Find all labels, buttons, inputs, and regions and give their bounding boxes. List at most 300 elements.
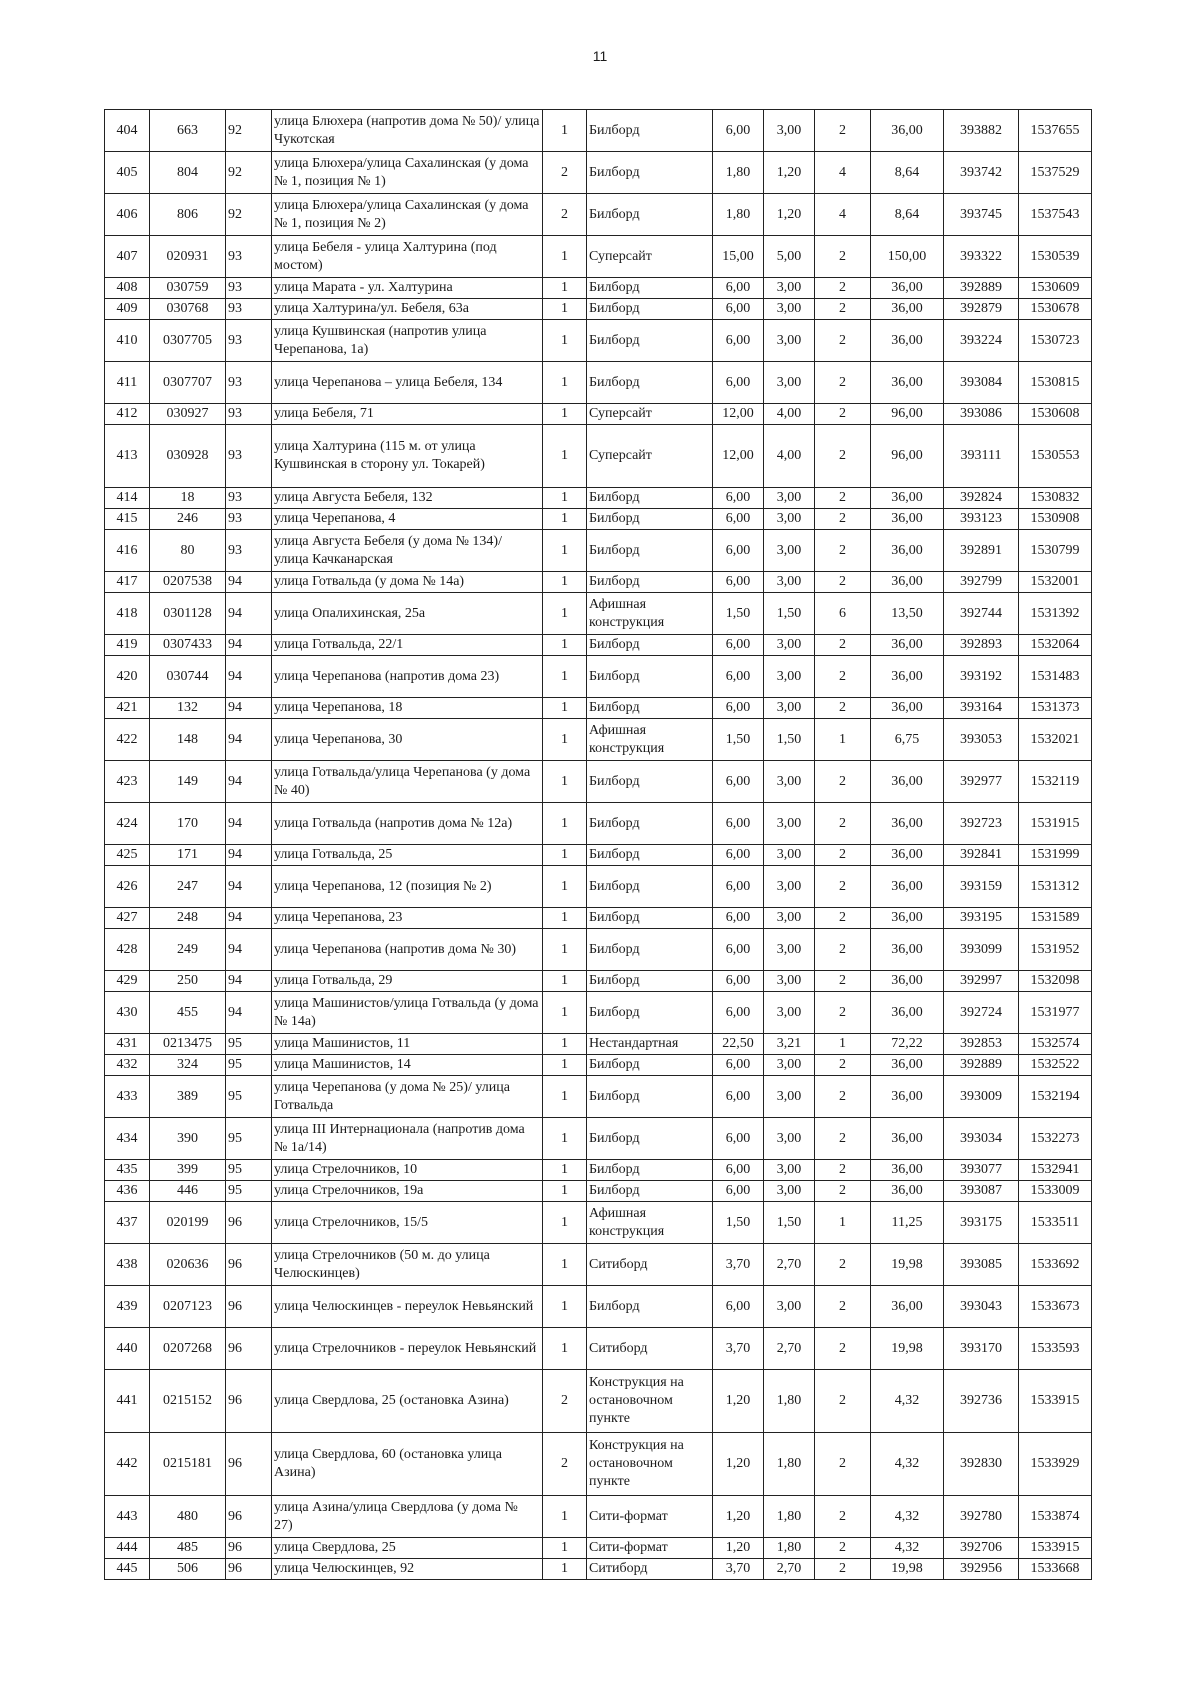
cell-height: 3,00 bbox=[764, 299, 815, 320]
cell-construction-type: Билборд bbox=[587, 1055, 713, 1076]
cell-width: 3,70 bbox=[713, 1244, 764, 1286]
cell-row-number: 405 bbox=[105, 152, 150, 194]
cell-sides: 1 bbox=[543, 362, 587, 404]
cell-coord-y: 1530678 bbox=[1019, 299, 1092, 320]
cell-row-number: 427 bbox=[105, 908, 150, 929]
cell-code: 148 bbox=[150, 719, 226, 761]
cell-code: 446 bbox=[150, 1181, 226, 1202]
cell-faces: 2 bbox=[815, 1055, 871, 1076]
cell-faces: 2 bbox=[815, 236, 871, 278]
cell-sides: 1 bbox=[543, 425, 587, 488]
cell-faces: 2 bbox=[815, 1244, 871, 1286]
cell-address: улица Августа Бебеля (у дома № 134)/ улица Качканарская bbox=[272, 530, 543, 572]
cell-sides: 1 bbox=[543, 1076, 587, 1118]
cell-coord-x: 393085 bbox=[944, 1244, 1019, 1286]
cell-coord-x: 392891 bbox=[944, 530, 1019, 572]
cell-faces: 4 bbox=[815, 194, 871, 236]
cell-sides: 1 bbox=[543, 803, 587, 845]
cell-address: улица III Интернационала (напротив дома № 1а/14) bbox=[272, 1118, 543, 1160]
cell-construction-type: Билборд bbox=[587, 908, 713, 929]
cell-coord-x: 393123 bbox=[944, 509, 1019, 530]
cell-coord-x: 392744 bbox=[944, 593, 1019, 635]
cell-code: 485 bbox=[150, 1538, 226, 1559]
cell-coord-y: 1530832 bbox=[1019, 488, 1092, 509]
cell-area: 4,32 bbox=[871, 1538, 944, 1559]
cell-faces: 1 bbox=[815, 1202, 871, 1244]
cell-sides: 1 bbox=[543, 1181, 587, 1202]
cell-zone: 94 bbox=[226, 593, 272, 635]
cell-construction-type: Билборд bbox=[587, 530, 713, 572]
table-row bbox=[105, 1076, 1092, 1118]
cell-code: 149 bbox=[150, 761, 226, 803]
cell-width: 6,00 bbox=[713, 971, 764, 992]
cell-area: 36,00 bbox=[871, 530, 944, 572]
cell-area: 19,98 bbox=[871, 1328, 944, 1370]
table-row bbox=[105, 656, 1092, 698]
cell-height: 3,00 bbox=[764, 1286, 815, 1328]
cell-faces: 2 bbox=[815, 278, 871, 299]
cell-height: 3,00 bbox=[764, 509, 815, 530]
cell-width: 1,20 bbox=[713, 1538, 764, 1559]
cell-sides: 1 bbox=[543, 1160, 587, 1181]
cell-area: 36,00 bbox=[871, 1118, 944, 1160]
cell-area: 36,00 bbox=[871, 1286, 944, 1328]
table-row bbox=[105, 1559, 1092, 1580]
cell-address: улица Стрелочников, 10 bbox=[272, 1160, 543, 1181]
cell-row-number: 416 bbox=[105, 530, 150, 572]
cell-height: 3,00 bbox=[764, 572, 815, 593]
cell-coord-y: 1532098 bbox=[1019, 971, 1092, 992]
cell-width: 6,00 bbox=[713, 278, 764, 299]
cell-code: 020636 bbox=[150, 1244, 226, 1286]
table-row bbox=[105, 1202, 1092, 1244]
cell-faces: 2 bbox=[815, 404, 871, 425]
cell-address: улица Азина/улица Свердлова (у дома № 27) bbox=[272, 1496, 543, 1538]
cell-zone: 94 bbox=[226, 719, 272, 761]
cell-code: 0207538 bbox=[150, 572, 226, 593]
cell-address: улица Опалихинская, 25а bbox=[272, 593, 543, 635]
cell-faces: 1 bbox=[815, 719, 871, 761]
table-row bbox=[105, 1370, 1092, 1433]
cell-faces: 2 bbox=[815, 866, 871, 908]
cell-width: 6,00 bbox=[713, 362, 764, 404]
cell-coord-y: 1532194 bbox=[1019, 1076, 1092, 1118]
cell-construction-type: Билборд bbox=[587, 992, 713, 1034]
cell-code: 0301128 bbox=[150, 593, 226, 635]
cell-construction-type: Билборд bbox=[587, 194, 713, 236]
cell-height: 3,00 bbox=[764, 929, 815, 971]
cell-row-number: 429 bbox=[105, 971, 150, 992]
cell-faces: 2 bbox=[815, 845, 871, 866]
cell-area: 36,00 bbox=[871, 1055, 944, 1076]
cell-code: 250 bbox=[150, 971, 226, 992]
cell-construction-type: Ситиборд bbox=[587, 1559, 713, 1580]
cell-construction-type: Билборд bbox=[587, 320, 713, 362]
cell-area: 36,00 bbox=[871, 299, 944, 320]
cell-height: 3,00 bbox=[764, 320, 815, 362]
cell-height: 3,00 bbox=[764, 488, 815, 509]
cell-width: 6,00 bbox=[713, 908, 764, 929]
cell-row-number: 428 bbox=[105, 929, 150, 971]
cell-code: 389 bbox=[150, 1076, 226, 1118]
cell-zone: 93 bbox=[226, 320, 272, 362]
cell-address: улица Челюскинцев, 92 bbox=[272, 1559, 543, 1580]
cell-zone: 94 bbox=[226, 908, 272, 929]
cell-coord-x: 392780 bbox=[944, 1496, 1019, 1538]
cell-code: 390 bbox=[150, 1118, 226, 1160]
cell-construction-type: Билборд bbox=[587, 656, 713, 698]
table-row bbox=[105, 845, 1092, 866]
cell-height: 3,00 bbox=[764, 656, 815, 698]
cell-coord-x: 392799 bbox=[944, 572, 1019, 593]
cell-coord-x: 393882 bbox=[944, 110, 1019, 152]
cell-coord-y: 1532574 bbox=[1019, 1034, 1092, 1055]
cell-code: 030927 bbox=[150, 404, 226, 425]
cell-address: улица Готвальда/улица Черепанова (у дома № 40) bbox=[272, 761, 543, 803]
cell-address: улица Блюхера/улица Сахалинская (у дома № 1, позиция № 2) bbox=[272, 194, 543, 236]
cell-height: 2,70 bbox=[764, 1559, 815, 1580]
table-row bbox=[105, 971, 1092, 992]
cell-area: 150,00 bbox=[871, 236, 944, 278]
cell-width: 3,70 bbox=[713, 1559, 764, 1580]
cell-construction-type: Ситиборд bbox=[587, 1328, 713, 1370]
cell-coord-y: 1531392 bbox=[1019, 593, 1092, 635]
cell-address: улица Свердлова, 60 (остановка улица Азина) bbox=[272, 1433, 543, 1496]
cell-width: 22,50 bbox=[713, 1034, 764, 1055]
cell-coord-x: 393745 bbox=[944, 194, 1019, 236]
cell-code: 0207268 bbox=[150, 1328, 226, 1370]
table-row bbox=[105, 929, 1092, 971]
cell-code: 506 bbox=[150, 1559, 226, 1580]
cell-sides: 1 bbox=[543, 845, 587, 866]
table-row bbox=[105, 404, 1092, 425]
cell-sides: 1 bbox=[543, 1055, 587, 1076]
cell-coord-x: 392736 bbox=[944, 1370, 1019, 1433]
cell-faces: 2 bbox=[815, 1328, 871, 1370]
cell-row-number: 425 bbox=[105, 845, 150, 866]
cell-row-number: 418 bbox=[105, 593, 150, 635]
cell-area: 36,00 bbox=[871, 845, 944, 866]
cell-width: 6,00 bbox=[713, 656, 764, 698]
page-number: 11 bbox=[592, 48, 608, 64]
cell-area: 36,00 bbox=[871, 635, 944, 656]
cell-zone: 95 bbox=[226, 1076, 272, 1118]
cell-code: 480 bbox=[150, 1496, 226, 1538]
cell-code: 171 bbox=[150, 845, 226, 866]
cell-address: улица Халтурина (115 м. от улица Кушвинская в сторону ул. Токарей) bbox=[272, 425, 543, 488]
cell-sides: 1 bbox=[543, 656, 587, 698]
table-row bbox=[105, 1160, 1092, 1181]
cell-address: улица Халтурина/ул. Бебеля, 63а bbox=[272, 299, 543, 320]
cell-construction-type: Билборд bbox=[587, 1160, 713, 1181]
cell-sides: 1 bbox=[543, 635, 587, 656]
cell-code: 247 bbox=[150, 866, 226, 908]
cell-width: 6,00 bbox=[713, 635, 764, 656]
cell-address: улица Машинистов/улица Готвальда (у дома № 14а) bbox=[272, 992, 543, 1034]
cell-height: 1,80 bbox=[764, 1433, 815, 1496]
placement-table bbox=[104, 109, 1092, 1580]
cell-address: улица Готвальда, 25 bbox=[272, 845, 543, 866]
cell-height: 3,00 bbox=[764, 1181, 815, 1202]
cell-construction-type: Билборд bbox=[587, 509, 713, 530]
cell-coord-y: 1532119 bbox=[1019, 761, 1092, 803]
cell-coord-y: 1532001 bbox=[1019, 572, 1092, 593]
cell-construction-type: Ситиборд bbox=[587, 1244, 713, 1286]
cell-width: 1,50 bbox=[713, 1202, 764, 1244]
cell-faces: 2 bbox=[815, 572, 871, 593]
cell-row-number: 426 bbox=[105, 866, 150, 908]
table-row bbox=[105, 761, 1092, 803]
cell-construction-type: Сити-формат bbox=[587, 1538, 713, 1559]
cell-width: 6,00 bbox=[713, 845, 764, 866]
cell-coord-y: 1533009 bbox=[1019, 1181, 1092, 1202]
cell-coord-y: 1533673 bbox=[1019, 1286, 1092, 1328]
cell-address: улица Стрелочников, 19а bbox=[272, 1181, 543, 1202]
cell-sides: 1 bbox=[543, 908, 587, 929]
cell-height: 3,00 bbox=[764, 866, 815, 908]
cell-area: 36,00 bbox=[871, 971, 944, 992]
table-row bbox=[105, 509, 1092, 530]
cell-height: 1,20 bbox=[764, 152, 815, 194]
cell-row-number: 438 bbox=[105, 1244, 150, 1286]
cell-area: 96,00 bbox=[871, 404, 944, 425]
cell-width: 1,80 bbox=[713, 194, 764, 236]
cell-row-number: 420 bbox=[105, 656, 150, 698]
cell-width: 12,00 bbox=[713, 404, 764, 425]
cell-address: улица Черепанова (у дома № 25)/ улица Готвальда bbox=[272, 1076, 543, 1118]
cell-coord-y: 1533692 bbox=[1019, 1244, 1092, 1286]
cell-sides: 1 bbox=[543, 509, 587, 530]
table-row bbox=[105, 593, 1092, 635]
cell-zone: 93 bbox=[226, 488, 272, 509]
cell-height: 3,00 bbox=[764, 362, 815, 404]
cell-row-number: 435 bbox=[105, 1160, 150, 1181]
table-row bbox=[105, 425, 1092, 488]
cell-height: 3,00 bbox=[764, 530, 815, 572]
cell-coord-x: 393099 bbox=[944, 929, 1019, 971]
cell-faces: 2 bbox=[815, 425, 871, 488]
cell-code: 249 bbox=[150, 929, 226, 971]
cell-coord-x: 393170 bbox=[944, 1328, 1019, 1370]
cell-construction-type: Суперсайт bbox=[587, 425, 713, 488]
cell-code: 030928 bbox=[150, 425, 226, 488]
cell-coord-y: 1532273 bbox=[1019, 1118, 1092, 1160]
cell-faces: 2 bbox=[815, 488, 871, 509]
cell-coord-x: 393077 bbox=[944, 1160, 1019, 1181]
cell-faces: 2 bbox=[815, 1118, 871, 1160]
cell-code: 0307707 bbox=[150, 362, 226, 404]
cell-zone: 93 bbox=[226, 278, 272, 299]
cell-coord-y: 1533915 bbox=[1019, 1370, 1092, 1433]
table-row bbox=[105, 1433, 1092, 1496]
cell-code: 806 bbox=[150, 194, 226, 236]
cell-area: 36,00 bbox=[871, 1160, 944, 1181]
cell-coord-x: 392841 bbox=[944, 845, 1019, 866]
cell-code: 804 bbox=[150, 152, 226, 194]
table-row bbox=[105, 362, 1092, 404]
cell-coord-x: 392724 bbox=[944, 992, 1019, 1034]
cell-coord-x: 392889 bbox=[944, 1055, 1019, 1076]
cell-coord-x: 393164 bbox=[944, 698, 1019, 719]
cell-coord-y: 1531312 bbox=[1019, 866, 1092, 908]
cell-faces: 2 bbox=[815, 1076, 871, 1118]
table-row bbox=[105, 278, 1092, 299]
cell-height: 4,00 bbox=[764, 404, 815, 425]
cell-coord-y: 1530799 bbox=[1019, 530, 1092, 572]
cell-row-number: 424 bbox=[105, 803, 150, 845]
cell-faces: 2 bbox=[815, 1160, 871, 1181]
cell-address: улица Черепанова, 30 bbox=[272, 719, 543, 761]
cell-sides: 1 bbox=[543, 1328, 587, 1370]
table-row bbox=[105, 1496, 1092, 1538]
cell-sides: 1 bbox=[543, 1118, 587, 1160]
cell-width: 6,00 bbox=[713, 1118, 764, 1160]
cell-coord-x: 392889 bbox=[944, 278, 1019, 299]
cell-area: 36,00 bbox=[871, 488, 944, 509]
cell-width: 1,50 bbox=[713, 719, 764, 761]
cell-area: 36,00 bbox=[871, 866, 944, 908]
table-row bbox=[105, 908, 1092, 929]
cell-address: улица Августа Бебеля, 132 bbox=[272, 488, 543, 509]
cell-width: 6,00 bbox=[713, 1160, 764, 1181]
cell-height: 3,00 bbox=[764, 761, 815, 803]
cell-height: 3,00 bbox=[764, 1160, 815, 1181]
table-row bbox=[105, 635, 1092, 656]
cell-row-number: 434 bbox=[105, 1118, 150, 1160]
cell-zone: 94 bbox=[226, 929, 272, 971]
cell-construction-type: Билборд bbox=[587, 929, 713, 971]
cell-row-number: 436 bbox=[105, 1181, 150, 1202]
cell-construction-type: Билборд bbox=[587, 866, 713, 908]
cell-zone: 92 bbox=[226, 194, 272, 236]
cell-sides: 2 bbox=[543, 1433, 587, 1496]
cell-coord-y: 1530723 bbox=[1019, 320, 1092, 362]
cell-coord-y: 1530609 bbox=[1019, 278, 1092, 299]
cell-coord-x: 393742 bbox=[944, 152, 1019, 194]
cell-height: 2,70 bbox=[764, 1328, 815, 1370]
cell-area: 96,00 bbox=[871, 425, 944, 488]
cell-address: улица Машинистов, 14 bbox=[272, 1055, 543, 1076]
cell-height: 1,50 bbox=[764, 593, 815, 635]
cell-address: улица Черепанова, 12 (позиция № 2) bbox=[272, 866, 543, 908]
cell-area: 36,00 bbox=[871, 908, 944, 929]
cell-width: 6,00 bbox=[713, 110, 764, 152]
cell-height: 1,80 bbox=[764, 1370, 815, 1433]
cell-sides: 1 bbox=[543, 1496, 587, 1538]
cell-zone: 95 bbox=[226, 1055, 272, 1076]
cell-code: 0307433 bbox=[150, 635, 226, 656]
cell-height: 3,00 bbox=[764, 698, 815, 719]
cell-faces: 2 bbox=[815, 1286, 871, 1328]
cell-code: 18 bbox=[150, 488, 226, 509]
cell-row-number: 406 bbox=[105, 194, 150, 236]
cell-width: 6,00 bbox=[713, 761, 764, 803]
cell-faces: 2 bbox=[815, 509, 871, 530]
cell-width: 6,00 bbox=[713, 1181, 764, 1202]
cell-construction-type: Билборд bbox=[587, 635, 713, 656]
cell-code: 248 bbox=[150, 908, 226, 929]
cell-sides: 1 bbox=[543, 698, 587, 719]
cell-faces: 1 bbox=[815, 1034, 871, 1055]
cell-construction-type: Афишная конструкция bbox=[587, 719, 713, 761]
cell-coord-y: 1537529 bbox=[1019, 152, 1092, 194]
cell-code: 399 bbox=[150, 1160, 226, 1181]
cell-row-number: 407 bbox=[105, 236, 150, 278]
cell-coord-x: 392997 bbox=[944, 971, 1019, 992]
cell-width: 6,00 bbox=[713, 929, 764, 971]
cell-construction-type: Афишная конструкция bbox=[587, 593, 713, 635]
cell-sides: 1 bbox=[543, 719, 587, 761]
cell-address: улица Стрелочников, 15/5 bbox=[272, 1202, 543, 1244]
cell-row-number: 411 bbox=[105, 362, 150, 404]
cell-coord-y: 1533511 bbox=[1019, 1202, 1092, 1244]
cell-zone: 95 bbox=[226, 1118, 272, 1160]
cell-height: 5,00 bbox=[764, 236, 815, 278]
cell-coord-x: 393192 bbox=[944, 656, 1019, 698]
table-row bbox=[105, 866, 1092, 908]
cell-coord-x: 392706 bbox=[944, 1538, 1019, 1559]
cell-zone: 94 bbox=[226, 971, 272, 992]
cell-width: 6,00 bbox=[713, 299, 764, 320]
cell-zone: 94 bbox=[226, 866, 272, 908]
cell-code: 030744 bbox=[150, 656, 226, 698]
cell-faces: 2 bbox=[815, 761, 871, 803]
cell-zone: 96 bbox=[226, 1286, 272, 1328]
cell-coord-y: 1532941 bbox=[1019, 1160, 1092, 1181]
cell-width: 6,00 bbox=[713, 698, 764, 719]
cell-zone: 95 bbox=[226, 1181, 272, 1202]
table-row bbox=[105, 530, 1092, 572]
cell-code: 170 bbox=[150, 803, 226, 845]
cell-construction-type: Билборд bbox=[587, 845, 713, 866]
cell-height: 3,21 bbox=[764, 1034, 815, 1055]
cell-coord-y: 1533874 bbox=[1019, 1496, 1092, 1538]
table-row bbox=[105, 992, 1092, 1034]
cell-zone: 93 bbox=[226, 530, 272, 572]
table-row bbox=[105, 572, 1092, 593]
cell-coord-y: 1533593 bbox=[1019, 1328, 1092, 1370]
cell-row-number: 430 bbox=[105, 992, 150, 1034]
cell-construction-type: Билборд bbox=[587, 1286, 713, 1328]
cell-code: 020199 bbox=[150, 1202, 226, 1244]
cell-address: улица Черепанова – улица Бебеля, 134 bbox=[272, 362, 543, 404]
cell-height: 3,00 bbox=[764, 278, 815, 299]
cell-zone: 94 bbox=[226, 845, 272, 866]
cell-code: 455 bbox=[150, 992, 226, 1034]
cell-area: 36,00 bbox=[871, 656, 944, 698]
cell-construction-type: Билборд bbox=[587, 278, 713, 299]
cell-faces: 2 bbox=[815, 1181, 871, 1202]
cell-coord-y: 1533915 bbox=[1019, 1538, 1092, 1559]
cell-coord-y: 1537655 bbox=[1019, 110, 1092, 152]
cell-zone: 96 bbox=[226, 1370, 272, 1433]
cell-width: 1,50 bbox=[713, 593, 764, 635]
cell-zone: 96 bbox=[226, 1538, 272, 1559]
cell-coord-x: 392956 bbox=[944, 1559, 1019, 1580]
cell-coord-x: 393043 bbox=[944, 1286, 1019, 1328]
cell-faces: 2 bbox=[815, 1496, 871, 1538]
cell-construction-type: Билборд bbox=[587, 761, 713, 803]
cell-row-number: 433 bbox=[105, 1076, 150, 1118]
cell-sides: 1 bbox=[543, 236, 587, 278]
cell-coord-y: 1531915 bbox=[1019, 803, 1092, 845]
cell-zone: 92 bbox=[226, 152, 272, 194]
cell-construction-type: Билборд bbox=[587, 362, 713, 404]
cell-address: улица Стрелочников - переулок Невьянский bbox=[272, 1328, 543, 1370]
cell-code: 0215152 bbox=[150, 1370, 226, 1433]
cell-coord-x: 393159 bbox=[944, 866, 1019, 908]
cell-zone: 96 bbox=[226, 1559, 272, 1580]
